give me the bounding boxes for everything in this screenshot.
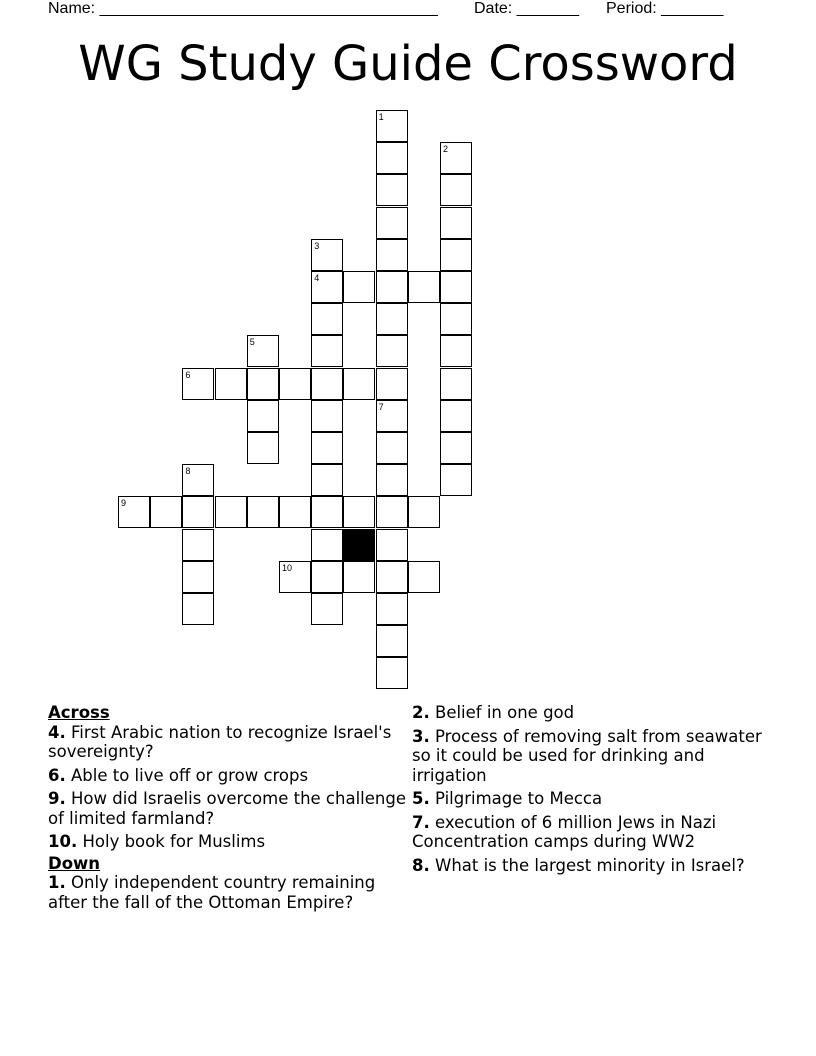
grid-cell[interactable]: [311, 303, 343, 335]
grid-cell[interactable]: [118, 496, 150, 528]
grid-cell[interactable]: [440, 239, 472, 271]
clue-down-2: 2. Belief in one god: [412, 703, 575, 722]
grid-cell[interactable]: [247, 400, 279, 432]
clues-column-right: [412, 703, 762, 879]
page-title: WG Study Guide Crossword: [78, 36, 738, 92]
grid-cell[interactable]: [247, 496, 279, 528]
grid-cell[interactable]: [182, 593, 214, 625]
across-heading: Across: [48, 703, 110, 722]
grid-cell[interactable]: [311, 432, 343, 464]
grid-cell[interactable]: [440, 303, 472, 335]
grid-cell[interactable]: [343, 561, 375, 593]
clue-across-10: 10. Holy book for Muslims: [48, 832, 266, 851]
cell-number-8: 8: [185, 466, 191, 477]
grid-cell[interactable]: [343, 271, 375, 303]
grid-cell[interactable]: [440, 207, 472, 239]
grid-cell[interactable]: [376, 529, 408, 561]
grid-cell[interactable]: [376, 239, 408, 271]
grid-cell[interactable]: [182, 561, 214, 593]
cell-number-4: 4: [314, 273, 320, 283]
grid-cell[interactable]: [440, 142, 472, 174]
name-field-label: Name: ______________________________________: [48, 0, 438, 17]
grid-cell[interactable]: [376, 271, 408, 303]
date-field-label: Date: _______: [474, 0, 579, 17]
grid-cell[interactable]: [182, 368, 214, 400]
grid-cell[interactable]: [376, 561, 408, 593]
grid-cell[interactable]: [247, 335, 279, 367]
clue-down-5: 5. Pilgrimage to Mecca: [412, 789, 603, 808]
period-field-label: Period: _______: [606, 0, 724, 17]
clue-down-8: 8. What is the largest minority in Israel?: [412, 855, 745, 875]
grid-cell[interactable]: [311, 464, 343, 496]
grid-cell[interactable]: [408, 271, 440, 303]
grid-cell[interactable]: [311, 368, 343, 400]
cell-number-6: 6: [185, 369, 191, 380]
cell-number-5: 5: [249, 337, 255, 348]
clues-column-left: [48, 703, 406, 916]
grid-cell[interactable]: [182, 529, 214, 561]
grid-cell[interactable]: [408, 496, 440, 528]
grid-cell[interactable]: [182, 496, 214, 528]
grid-cell[interactable]: [376, 432, 408, 464]
grid-cell[interactable]: [247, 432, 279, 464]
grid-cell[interactable]: [343, 368, 375, 400]
grid-cell[interactable]: [376, 368, 408, 400]
grid-cell[interactable]: [440, 464, 472, 496]
clue-across-4: 4. First Arabic nation to recognize Israel's sovereignty?: [48, 722, 392, 761]
cell-number-10: 10: [282, 562, 293, 573]
cell-number-1: 1: [378, 112, 384, 122]
grid-cell[interactable]: [440, 432, 472, 464]
grid-cell[interactable]: [376, 593, 408, 625]
worksheet-header: [48, 0, 768, 20]
grid-cell[interactable]: [376, 464, 408, 496]
grid-cell[interactable]: [182, 464, 214, 496]
grid-cell[interactable]: [440, 400, 472, 432]
grid-cell[interactable]: [311, 239, 343, 271]
grid-cell[interactable]: [376, 207, 408, 239]
grid-cell[interactable]: [376, 400, 408, 432]
grid-cell[interactable]: [279, 496, 311, 528]
cell-number-3: 3: [314, 240, 320, 251]
grid-cell[interactable]: [376, 625, 408, 657]
grid-cell[interactable]: [376, 335, 408, 367]
grid-cell[interactable]: [215, 368, 247, 400]
grid-cell[interactable]: [311, 400, 343, 432]
grid-cell[interactable]: [408, 561, 440, 593]
clue-down-3: 3. Process of removing salt from seawater so it could be used for drinking and irrigation: [412, 726, 762, 785]
grid-cell[interactable]: [279, 368, 311, 400]
cell-number-2: 2: [443, 144, 449, 155]
clue-down-7: 7. execution of 6 million Jews in Nazi Concentration camps during WW2: [412, 812, 717, 851]
grid-cell[interactable]: [150, 496, 182, 528]
grid-cell[interactable]: [311, 593, 343, 625]
grid-cell[interactable]: [215, 496, 247, 528]
cell-number-7: 7: [378, 401, 384, 412]
grid-cell[interactable]: [376, 142, 408, 174]
grid-cell[interactable]: [440, 335, 472, 367]
clue-down-1: 1. Only independent country remaining after the fall of the Ottoman Empire?: [48, 873, 376, 912]
grid-cell[interactable]: [311, 529, 343, 561]
grid-cell[interactable]: [247, 368, 279, 400]
grid-cell[interactable]: [376, 303, 408, 335]
grid-cell[interactable]: [376, 657, 408, 689]
clue-across-6: 6. Able to live off or grow crops: [48, 765, 309, 785]
grid-cell[interactable]: [440, 368, 472, 400]
grid-cell[interactable]: [376, 174, 408, 206]
grid-cell[interactable]: [376, 110, 408, 142]
grid-cell[interactable]: [311, 271, 343, 303]
grid-cell[interactable]: [311, 561, 343, 593]
grid-cell[interactable]: [440, 174, 472, 206]
grid-block-cell: [343, 529, 375, 561]
cell-number-9: 9: [121, 498, 127, 509]
grid-cell[interactable]: [440, 271, 472, 303]
grid-cell[interactable]: [311, 496, 343, 528]
grid-cell[interactable]: [343, 496, 375, 528]
grid-cell[interactable]: [376, 496, 408, 528]
grid-cell[interactable]: [279, 561, 311, 593]
grid-cell[interactable]: [311, 335, 343, 367]
clue-across-9: 9. How did Israelis overcome the challenge of limited farmland?: [48, 789, 406, 828]
down-heading: Down: [48, 853, 101, 873]
